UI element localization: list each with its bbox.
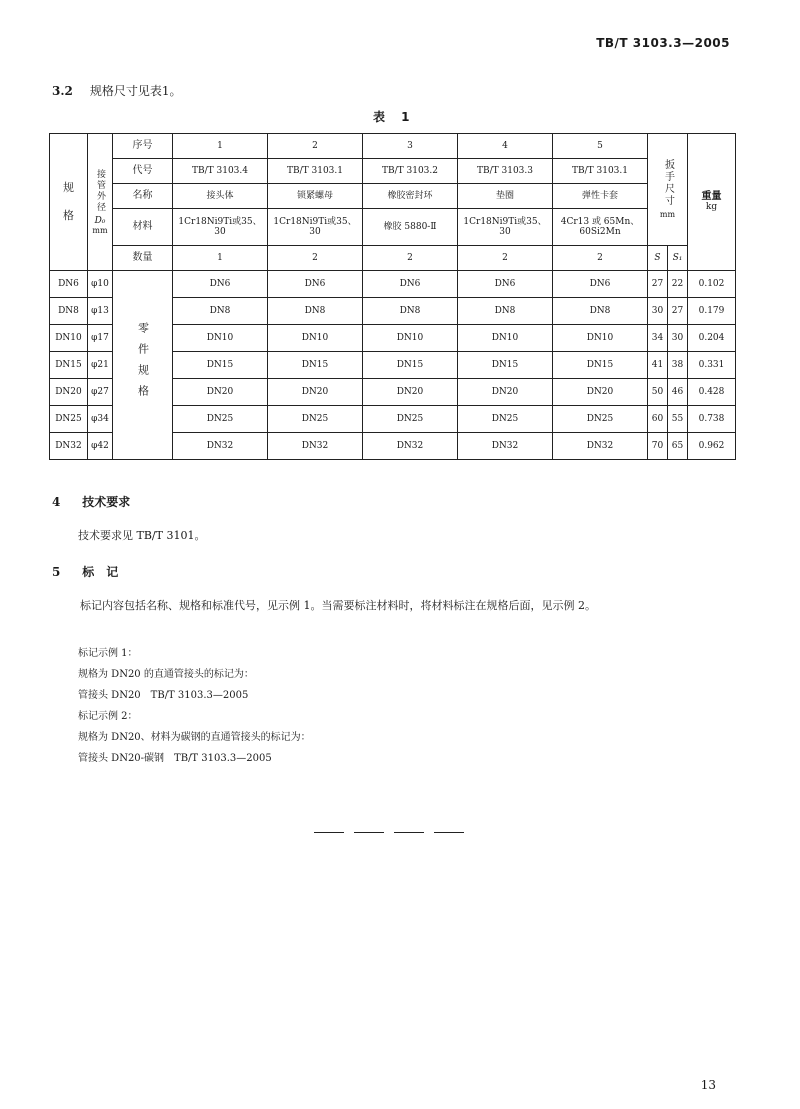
part-spec-cell: DN32	[553, 433, 648, 460]
example-line: 规格为 DN20、材料为碳钢的直通管接头的标记为：	[78, 732, 311, 743]
s1-cell: 46	[668, 379, 688, 406]
row-label-quantity: 数量	[113, 246, 173, 271]
part-spec-cell: DN10	[268, 325, 363, 352]
wrench-size-header	[648, 134, 688, 246]
pipe-od-cell: φ10	[88, 271, 113, 298]
s1-cell: 27	[668, 298, 688, 325]
weight-cell: 0.204	[688, 325, 736, 352]
part-spec-cell: DN6	[363, 271, 458, 298]
part-spec-cell: DN8	[363, 298, 458, 325]
weight-cell: 0.102	[688, 271, 736, 298]
spec-cell: DN6	[50, 271, 88, 298]
row-label-name: 名称	[113, 184, 173, 209]
end-rule	[314, 822, 474, 824]
weight-unit: kg	[705, 202, 718, 212]
example-line: 管接头 DN20-碳钢 TB/T 3103.3—2005	[78, 753, 272, 764]
col-5-material: 4Cr13 或 65Mn、60Si2Mn	[553, 209, 648, 246]
col-4-code: TB/T 3103.3	[458, 159, 553, 184]
s-cell: 30	[648, 298, 668, 325]
spec-table	[49, 133, 736, 460]
end-dash	[434, 832, 464, 833]
table-caption: 表 1	[373, 110, 416, 124]
spec-cell: DN10	[50, 325, 88, 352]
s-cell: 50	[648, 379, 668, 406]
spec-cell: DN32	[50, 433, 88, 460]
weight-cell: 0.331	[688, 352, 736, 379]
spec-cell: DN20	[50, 379, 88, 406]
part-spec-cell: DN15	[173, 352, 268, 379]
s-header: S	[648, 246, 668, 271]
part-spec-cell: DN20	[363, 379, 458, 406]
col-5-code: TB/T 3103.1	[553, 159, 648, 184]
example-line: 标记示例 1：	[78, 648, 138, 659]
weight-label: 重量	[701, 191, 722, 202]
page-number: 13	[700, 1078, 716, 1092]
part-spec-cell: DN8	[173, 298, 268, 325]
part-spec-cell: DN32	[268, 433, 363, 460]
col-5-quantity: 2	[553, 246, 648, 271]
part-spec-cell: DN10	[458, 325, 553, 352]
part-spec-cell: DN25	[268, 406, 363, 433]
s1-cell: 65	[668, 433, 688, 460]
col-3-quantity: 2	[363, 246, 458, 271]
pipe-od-cell: φ13	[88, 298, 113, 325]
col-2-material: 1Cr18Ni9Ti或35、30	[268, 209, 363, 246]
row-label-code: 代号	[113, 159, 173, 184]
part-spec-cell: DN6	[553, 271, 648, 298]
wrench-size-unit: mm	[659, 210, 676, 219]
pipe-od-cell: φ21	[88, 352, 113, 379]
weight-cell: 0.962	[688, 433, 736, 460]
pipe-od-label: 接管外径	[95, 168, 105, 213]
part-spec-cell: DN20	[458, 379, 553, 406]
col-4-material: 1Cr18Ni9Ti或35、30	[458, 209, 553, 246]
part-spec-cell: DN32	[458, 433, 553, 460]
part-spec-cell: DN25	[173, 406, 268, 433]
s1-cell: 22	[668, 271, 688, 298]
weight-cell: 0.428	[688, 379, 736, 406]
s1-cell: 55	[668, 406, 688, 433]
weight-cell: 0.738	[688, 406, 736, 433]
s-cell: 60	[648, 406, 668, 433]
section-text: 规格尺寸见表1。	[89, 84, 182, 98]
part-spec-cell: DN15	[363, 352, 458, 379]
part-spec-cell: DN20	[268, 379, 363, 406]
col-2-quantity: 2	[268, 246, 363, 271]
part-spec-cell: DN32	[173, 433, 268, 460]
section-title: 技术要求	[82, 495, 131, 509]
part-spec-cell: DN8	[268, 298, 363, 325]
section-title: 标 记	[82, 565, 119, 579]
pipe-od-unit: mm	[92, 225, 108, 235]
part-spec-cell: DN8	[553, 298, 648, 325]
pipe-od-cell: φ17	[88, 325, 113, 352]
spec-cell: DN8	[50, 298, 88, 325]
s-cell: 27	[648, 271, 668, 298]
pipe-od-symbol: D₀	[94, 215, 106, 226]
part-spec-cell: DN10	[363, 325, 458, 352]
s-cell: 41	[648, 352, 668, 379]
part-spec-cell: DN25	[553, 406, 648, 433]
row-label-material: 材料	[113, 209, 173, 246]
s1-cell: 30	[668, 325, 688, 352]
col-4-seq: 4	[458, 134, 553, 159]
s-cell: 70	[648, 433, 668, 460]
section-4-text: 技术要求见 TB/T 3101。	[78, 529, 206, 542]
spec-label-bottom: 格	[63, 209, 74, 222]
part-spec-cell: DN15	[458, 352, 553, 379]
col-1-name: 接头体	[173, 184, 268, 209]
part-spec-cell: DN32	[363, 433, 458, 460]
col-4-name: 垫圈	[458, 184, 553, 209]
col-4-quantity: 2	[458, 246, 553, 271]
pipe-od-header-cell	[88, 134, 113, 271]
standard-code-header: TB/T 3103.3—2005	[596, 36, 730, 50]
wrench-size-label: 扳手尺寸	[662, 159, 674, 207]
col-1-code: TB/T 3103.4	[173, 159, 268, 184]
s1-header: S₁	[668, 246, 688, 271]
weight-cell: 0.179	[688, 298, 736, 325]
table-row	[50, 271, 736, 298]
section-number: 5	[52, 565, 61, 579]
section-4-heading	[52, 493, 130, 510]
col-1-material: 1Cr18Ni9Ti或35、30	[173, 209, 268, 246]
section-number: 3.2	[52, 84, 73, 98]
s1-cell: 38	[668, 352, 688, 379]
col-3-name: 橡胶密封环	[363, 184, 458, 209]
parts-spec-label-cell	[113, 271, 173, 460]
part-spec-cell: DN15	[268, 352, 363, 379]
section-5-heading	[52, 563, 118, 580]
spec-cell: DN15	[50, 352, 88, 379]
example-line: 标记示例 2：	[78, 711, 138, 722]
end-dash	[354, 832, 384, 833]
spec-cell: DN25	[50, 406, 88, 433]
section-5-paragraph: 标记内容包括名称、规格和标准代号，见示例 1。当需要标注材料时，将材料标注在规格后面，见示例 2。	[80, 599, 596, 612]
col-1-quantity: 1	[173, 246, 268, 271]
col-1-seq: 1	[173, 134, 268, 159]
end-dash	[314, 832, 344, 833]
part-spec-cell: DN25	[458, 406, 553, 433]
part-spec-cell: DN6	[268, 271, 363, 298]
part-spec-cell: DN10	[173, 325, 268, 352]
section-3-2	[52, 82, 181, 99]
col-5-seq: 5	[553, 134, 648, 159]
weight-header	[688, 134, 736, 271]
row-label-seq: 序号	[113, 134, 173, 159]
part-spec-cell: DN25	[363, 406, 458, 433]
pipe-od-cell: φ27	[88, 379, 113, 406]
col-3-code: TB/T 3103.2	[363, 159, 458, 184]
part-spec-cell: DN20	[553, 379, 648, 406]
col-5-name: 弹性卡套	[553, 184, 648, 209]
col-3-material: 橡胶 5880-Ⅱ	[363, 209, 458, 246]
part-spec-cell: DN20	[173, 379, 268, 406]
example-line: 规格为 DN20 的直通管接头的标记为：	[78, 669, 254, 680]
part-spec-cell: DN8	[458, 298, 553, 325]
col-2-name: 锁紧螺母	[268, 184, 363, 209]
part-spec-cell: DN10	[553, 325, 648, 352]
section-number: 4	[52, 495, 61, 509]
spec-header-cell	[50, 134, 88, 271]
spec-label-top: 规	[63, 181, 74, 194]
part-spec-cell: DN6	[458, 271, 553, 298]
example-line: 管接头 DN20 TB/T 3103.3—2005	[78, 690, 249, 701]
col-3-seq: 3	[363, 134, 458, 159]
end-dash	[394, 832, 424, 833]
s-cell: 34	[648, 325, 668, 352]
part-spec-cell: DN6	[173, 271, 268, 298]
col-2-seq: 2	[268, 134, 363, 159]
part-spec-cell: DN15	[553, 352, 648, 379]
col-2-code: TB/T 3103.1	[268, 159, 363, 184]
pipe-od-cell: φ34	[88, 406, 113, 433]
pipe-od-cell: φ42	[88, 433, 113, 460]
parts-spec-label: 零件规格	[136, 321, 150, 406]
